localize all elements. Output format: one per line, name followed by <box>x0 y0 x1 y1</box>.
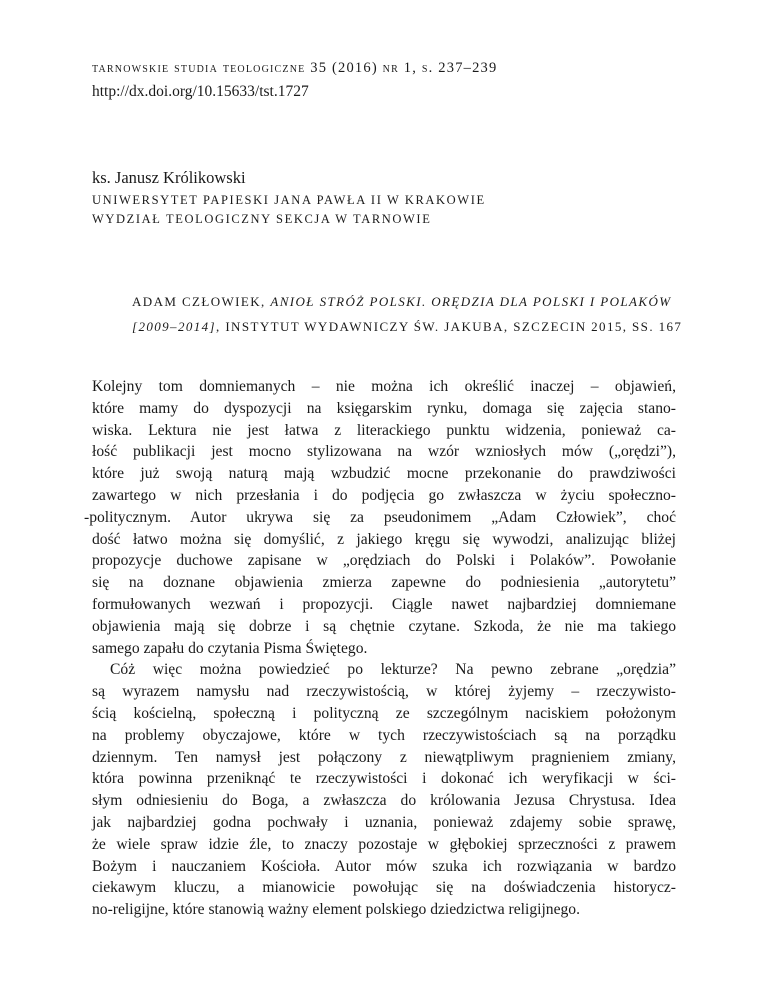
body-line: wiska. Lektura nie jest łatwa z literackiego punktu widzenia, ponieważ ca- <box>92 421 676 439</box>
reviewed-book-publisher: , INSTYTUT WYDAWNICZY ŚW. JAKUBA, SZCZECIN 2015, SS. 167 <box>216 319 683 334</box>
doi-link[interactable]: http://dx.doi.org/10.15633/tst.1727 <box>92 83 309 100</box>
body-line: na problemy obyczajowe, które w tych rzeczywistościach są na porządku <box>92 726 676 744</box>
reviewed-book-title: ANIOŁ STRÓŻ POLSKI. ORĘDZIA DLA POLSKI I POLAKÓW <box>270 294 672 309</box>
body-line: są wyrazem namysłu nad rzeczywistością, w której żyjemy – rzeczywisto- <box>92 683 676 701</box>
body-line: się na doznane objawienia zmierza zapewne do podniesienia „autorytetu” <box>92 574 676 592</box>
author-name: ks. Janusz Królikowski <box>92 168 246 187</box>
body-line: ciekawym kluczu, a mianowicie powołując się na doświadczenia historycz- <box>92 879 676 897</box>
body-line: ścią kościelną, społeczną i polityczną ze szczególnym naciskiem położonym <box>92 704 676 722</box>
reviewed-book-years: [2009–2014] <box>132 319 217 334</box>
reviewed-book-line-2 <box>132 319 682 335</box>
author-affiliation-university: UNIWERSYTET PAPIESKI JANA PAWŁA II W KRAKOWIE <box>92 193 486 207</box>
body-line: objawienia mają się dobrze i są chętnie czytane. Szkoda, że nie ma takiego <box>92 617 676 635</box>
journal-citation: tarnowskie studia teologiczne 35 (2016) nr 1, s. 237–239 <box>92 60 498 76</box>
body-line: samego zapału do czytania Pisma Świętego. <box>92 639 368 657</box>
body-line: propozycje duchowe zapisane w „orędziach do Polski i Polaków”. Powołanie <box>92 552 676 570</box>
body-line: które mamy do dyspozycji na księgarskim rynku, domaga się zajęcia stano- <box>92 399 676 417</box>
reviewed-book-line-1 <box>132 294 672 310</box>
body-line: które już swoją naturą mają wzbudzić mocne przekonanie do prawdziwości <box>92 465 676 483</box>
body-line: dziennym. Ten namysł jest połączony z niewątpliwym pragnieniem zmiany, <box>92 748 676 766</box>
author-affiliation-faculty: WYDZIAŁ TEOLOGICZNY SEKCJA W TARNOWIE <box>92 212 432 226</box>
body-line: Bożym i nauczaniem Kościoła. Autor mów szuka ich rozwiązania w bardzo <box>92 857 676 875</box>
body-line: jak najbardziej godna pochwały i uznania, ponieważ zdajemy sobie sprawę, <box>92 813 676 831</box>
reviewed-book-author: ADAM CZŁOWIEK, <box>132 294 266 309</box>
body-line: Cóż więc można powiedzieć po lekturze? Na pewno zebrane „orędzia” <box>110 661 676 679</box>
body-line: łość publikacji jest mocno stylizowana na wzór wzniosłych mów („orędzi”), <box>92 443 676 461</box>
body-line: zawartego w nich przesłania i do podjęcia go zwłaszcza w życiu społeczno- <box>92 486 676 504</box>
body-line: Kolejny tom domniemanych – nie można ich określić inaczej – objawień, <box>92 378 676 395</box>
body-line: która powinna przeniknąć te rzeczywistości i dokonać ich weryfikacji w ści- <box>92 770 676 788</box>
body-line: -politycznym. Autor ukrywa się za pseudonimem „Adam Człowiek”, choć <box>84 508 676 526</box>
body-line: słym odniesieniu do Boga, a zwłaszcza do królowania Jezusa Chrystusa. Idea <box>92 792 676 810</box>
body-line: dość łatwo można się domyślić, z jakiego kręgu się wywodzi, analizując bliżej <box>92 530 676 548</box>
body-line: że wiele spraw idzie źle, to znaczy pozostaje w głębokiej sprzeczności z prawem <box>92 835 676 853</box>
body-line: no-religijne, które stanowią ważny element polskiego dziedzictwa religijnego. <box>92 901 581 919</box>
body-line: formułowanych wezwań i propozycji. Ciągle nawet najbardziej domniemane <box>92 595 676 613</box>
review-body <box>84 376 676 921</box>
